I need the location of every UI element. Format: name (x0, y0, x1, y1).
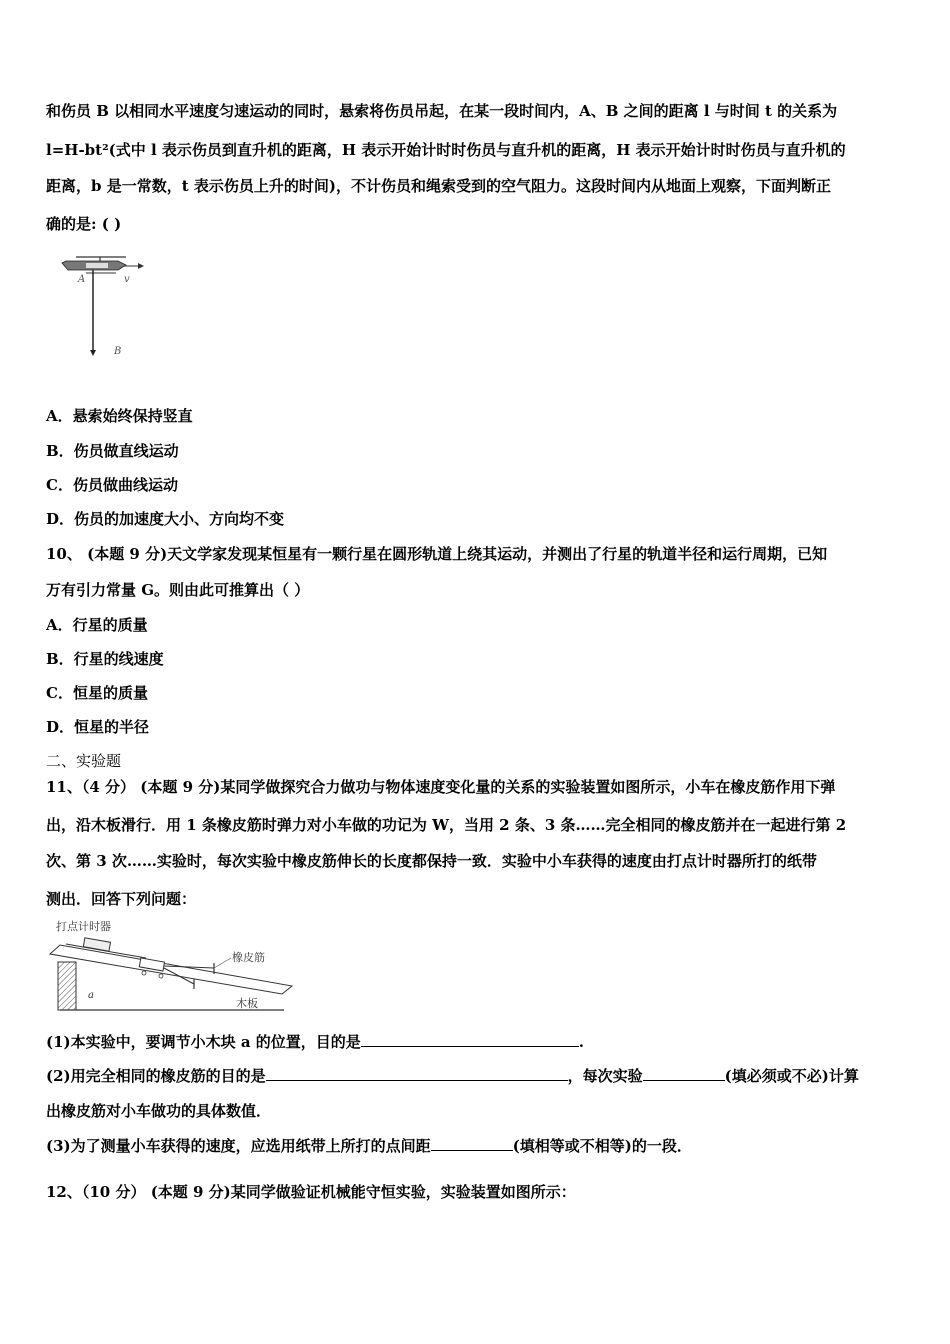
q9-line-2: l=H-bt²(式中 l 表示伤员到直升机的距离，H 表示开始计时时伤员与直升机的距离，H 表示开始计时时伤员与直升机的 (46, 141, 846, 159)
q10-option-c: C．恒星的质量 (46, 684, 148, 702)
q11-sub1-text: (1)本实验中，要调节小木块 a 的位置，目的是 (46, 1033, 361, 1051)
q11-sub3-text-b: (填相等或不相等)的一段． (512, 1137, 692, 1155)
q9-option-d: D．伤员的加速度大小、方向均不变 (46, 510, 285, 528)
answer-blank-1[interactable] (361, 1031, 579, 1047)
q11-line-3: 次、第 3 次……实验时，每次实验中橡皮筋伸长的长度都保持一致．实验中小车获得的速度由打点计时器所打的纸带 (46, 852, 817, 870)
q10-line-2: 万有引力常量 G。则由此可推算出（ ） (46, 581, 310, 599)
q9-option-a: A．悬索始终保持竖直 (46, 407, 193, 425)
q11-sub2-text-a: (2)用完全相同的橡皮筋的目的是 (46, 1067, 266, 1085)
q10-option-d: D．恒星的半径 (46, 718, 150, 736)
answer-blank-2[interactable] (266, 1065, 568, 1081)
point-b-label: B (114, 346, 122, 357)
velocity-label: v (124, 274, 130, 285)
q10-option-b: B．行星的线速度 (46, 650, 164, 668)
q11-sub1-end: . (578, 1033, 585, 1051)
q11-sub3-text-a: (3)为了测量小车获得的速度，应选用纸带上所打的点间距 (46, 1137, 431, 1155)
incline-figure (46, 918, 306, 1018)
q10-option-a: A．行星的质量 (46, 616, 148, 634)
board-label: 木板 (236, 997, 258, 1010)
section-title: 二、实验题 (46, 752, 122, 770)
wood-block (58, 962, 76, 1010)
q11-sub2 (46, 1065, 906, 1086)
q12-line-1: 12、（10 分） (本题 9 分)某同学做验证机械能守恒实验，实验装置如图所示： (46, 1183, 576, 1201)
q11-line-2: 出，沿木板滑行．用 1 条橡皮筋时弹力对小车做的功记为 W，当用 2 条、3 条……完全相同的橡皮筋并在一起进行第 2 (46, 816, 847, 834)
q9-line-3: 距离，b 是一常数，t 表示伤员上升的时间)，不计伤员和绳索受到的空气阻力。这段时间内从地面上观察，下面判断正 (46, 177, 831, 195)
q9-option-c: C．伤员做曲线运动 (46, 476, 178, 494)
q9-line-4: 确的是: ( ) (46, 215, 122, 233)
q11-line-4: 测出．回答下列问题： (46, 890, 197, 908)
q11-sub1 (46, 1031, 906, 1052)
timer-label: 打点计时器 (56, 920, 111, 933)
rubber-label: 橡皮筋 (232, 951, 265, 964)
point-a-label: A (78, 274, 86, 285)
block-label: a (88, 990, 94, 1001)
q11-sub2-text-b: ，每次实验 (567, 1067, 643, 1085)
q11-line-1: 11、（4 分） (本题 9 分)某同学做探究合力做功与物体速度变化量的关系的实验装置如图所示，小车在橡皮筋作用下弹 (46, 778, 836, 796)
q11-sub2-text-c: (填必须或不必)计算 (724, 1067, 859, 1085)
answer-blank-4[interactable] (431, 1135, 513, 1151)
helicopter-icon (62, 257, 126, 273)
q11-sub2-cont: 出橡皮筋对小车做功的具体数值． (46, 1102, 272, 1120)
answer-blank-3[interactable] (643, 1065, 725, 1081)
q9-option-b: B．伤员做直线运动 (46, 442, 179, 460)
q10-line-1: 10、 (本题 9 分)天文学家发现某恒星有一颗行星在圆形轨道上绕其运动，并测出了行星的轨道半径和运行周期，已知 (46, 545, 828, 563)
q11-sub3 (46, 1135, 906, 1156)
helicopter-figure (56, 252, 156, 362)
q9-line-1: 和伤员 B 以相同水平速度匀速运动的同时，悬索将伤员吊起，在某一段时间内，A、B 之间的距离 l 与时间 t 的关系为 (46, 102, 838, 120)
